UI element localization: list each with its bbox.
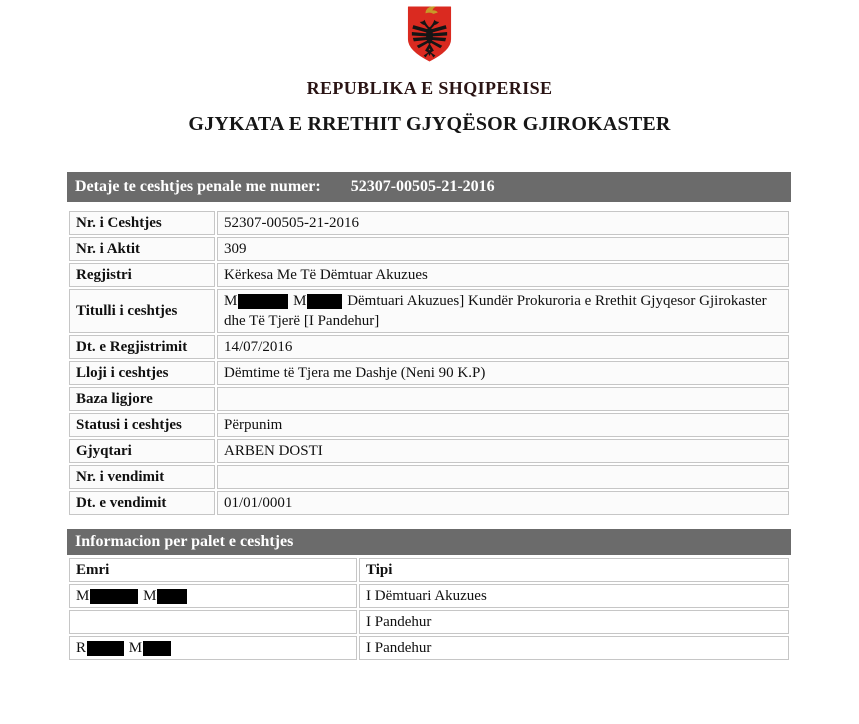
field-value: Kërkesa Me Të Dëmtuar Akuzues [217,263,789,287]
case-detail-row [69,263,789,287]
parties-section-bar [67,529,791,555]
parties-header-row [69,558,789,582]
field-value: ARBEN DOSTI [217,439,789,463]
parties-tbody [69,584,789,660]
field-label: Nr. i Aktit [69,237,215,261]
party-name [69,610,357,634]
republic-title: REPUBLIKA E SHQIPERISE [306,78,553,98]
case-details-tbody [69,211,789,515]
field-label: Baza ligjore [69,387,215,411]
redaction-box [238,294,288,309]
party-name: R M [69,636,357,660]
field-value: 01/01/0001 [217,491,789,515]
field-value: M M Dëmtuari Akuzues] Kundër Prokuroria e Rrethit Gjyqesor Gjirokaster dhe Të Tjerë [I Pandehur] [217,289,789,333]
party-row [69,610,789,634]
parties-table [67,556,791,662]
party-row [69,636,789,660]
case-detail-row [69,491,789,515]
case-detail-row [69,211,789,235]
field-value: Përpunim [217,413,789,437]
masthead [0,0,859,136]
field-value: Dëmtime të Tjera me Dashje (Neni 90 K.P) [217,361,789,385]
parties-bar-label: Informacion per palet e ceshtjes [75,533,294,550]
case-detail-row [69,335,789,359]
case-detail-row [69,439,789,463]
party-name: M M [69,584,357,608]
field-value: 52307-00505-21-2016 [217,211,789,235]
case-details-table [67,209,791,517]
case-detail-row [69,465,789,489]
field-label: Regjistri [69,263,215,287]
field-value [217,465,789,489]
albania-coat-of-arms-icon [405,5,454,63]
field-label: Dt. e vendimit [69,491,215,515]
case-detail-row [69,289,789,333]
case-details-bar-label: Detaje te ceshtjes penale me numer: [75,178,321,195]
field-label: Titulli i ceshtjes [69,289,215,333]
redaction-box [87,641,124,656]
party-type: I Pandehur [359,636,789,660]
redaction-box [157,589,187,604]
case-detail-row [69,413,789,437]
field-value: 309 [217,237,789,261]
column-header-emri: Emri [69,558,357,582]
party-row [69,584,789,608]
case-details-section-bar [67,172,791,202]
case-detail-row [69,361,789,385]
field-label: Lloji i ceshtjes [69,361,215,385]
field-label: Gjyqtari [69,439,215,463]
field-label: Nr. i Ceshtjes [69,211,215,235]
field-label: Statusi i ceshtjes [69,413,215,437]
case-number: 52307-00505-21-2016 [350,178,495,195]
field-label: Dt. e Regjistrimit [69,335,215,359]
case-detail-row [69,387,789,411]
redaction-box [90,589,138,604]
main-content [67,172,791,662]
court-title: GJYKATA E RRETHIT GJYQËSOR GJIROKASTER [188,113,671,135]
field-value [217,387,789,411]
party-type: I Pandehur [359,610,789,634]
field-value: 14/07/2016 [217,335,789,359]
redaction-box [143,641,171,656]
case-detail-row [69,237,789,261]
party-type: I Dëmtuari Akuzues [359,584,789,608]
field-label: Nr. i vendimit [69,465,215,489]
redaction-box [307,294,342,309]
column-header-tipi: Tipi [359,558,789,582]
